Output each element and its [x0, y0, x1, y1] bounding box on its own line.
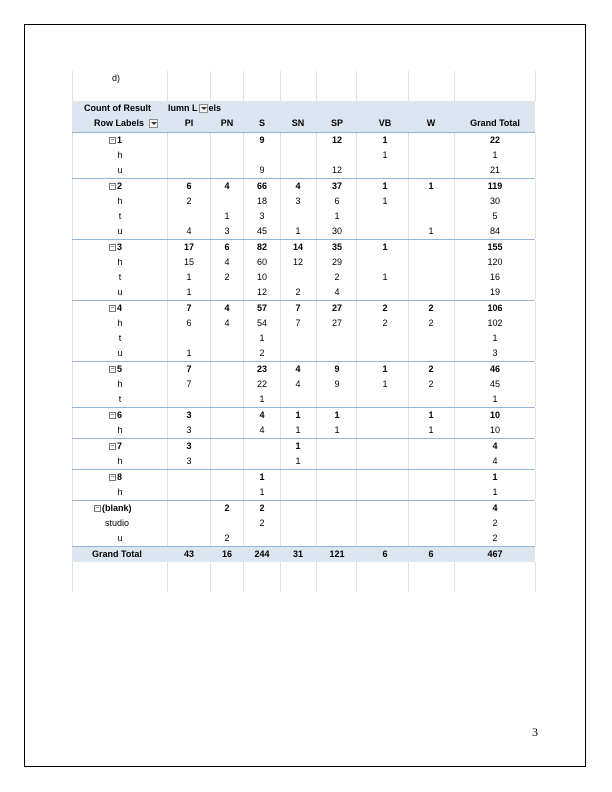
value-cell: 3 — [259, 211, 265, 221]
value-cell: 46 — [489, 364, 500, 374]
value-cell: 4 — [224, 303, 230, 313]
value-cell: 12 — [331, 165, 342, 175]
value-cell: 1 — [295, 226, 301, 236]
detail-row — [72, 194, 535, 209]
group-row — [72, 239, 535, 255]
detail-label: h — [117, 150, 123, 160]
value-cell: 9 — [334, 364, 340, 374]
grand-total-value: 31 — [292, 549, 303, 559]
collapse-icon[interactable]: − — [110, 443, 115, 451]
value-cell: 45 — [489, 379, 500, 389]
detail-row — [72, 285, 535, 300]
group-label-text: 7 — [117, 441, 123, 451]
value-cell: 1 — [382, 242, 388, 252]
value-cell: 5 — [492, 211, 498, 221]
value-cell: 1 — [186, 272, 192, 282]
value-cell: 1 — [382, 379, 388, 389]
value-cell: 57 — [256, 303, 267, 313]
collapse-icon[interactable]: − — [110, 474, 115, 482]
value-cell: 2 — [259, 348, 265, 358]
group-row — [72, 438, 535, 454]
value-cell: 4 — [492, 441, 498, 451]
group-row — [72, 361, 535, 377]
detail-label: h — [117, 196, 123, 206]
value-cell: 17 — [183, 242, 194, 252]
value-cell: 1 — [382, 196, 388, 206]
value-cell: 1 — [428, 425, 434, 435]
value-cell: 4 — [224, 318, 230, 328]
collapse-icon[interactable]: − — [110, 366, 115, 374]
value-cell: 1 — [428, 410, 434, 420]
collapse-icon[interactable]: − — [110, 305, 115, 313]
detail-row — [72, 485, 535, 500]
value-cell: 9 — [259, 165, 265, 175]
value-cell: 1 — [382, 181, 388, 191]
column-header-grand-total: Grand Total — [470, 118, 520, 128]
value-cell: 1 — [295, 441, 301, 451]
value-cell: 9 — [259, 135, 265, 145]
value-cell: 1 — [492, 487, 498, 497]
value-cell: 2 — [259, 503, 265, 513]
detail-label: t — [118, 333, 122, 343]
detail-label: u — [117, 533, 123, 543]
group-label — [109, 179, 122, 194]
value-cell: 9 — [334, 379, 340, 389]
column-labels-text-tail: els — [208, 103, 222, 113]
value-cell: 2 — [334, 272, 340, 282]
grand-total-value: 121 — [329, 549, 345, 559]
value-cell: 1 — [492, 394, 498, 404]
group-label-text: 2 — [117, 181, 123, 191]
detail-label: u — [117, 226, 123, 236]
value-cell: 37 — [331, 181, 342, 191]
value-cell: 4 — [492, 503, 498, 513]
collapse-icon[interactable]: − — [95, 505, 100, 513]
value-cell: 7 — [186, 364, 192, 374]
value-cell: 6 — [224, 242, 230, 252]
detail-label: h — [117, 487, 123, 497]
value-cell: 1 — [492, 333, 498, 343]
value-cell: 1 — [382, 364, 388, 374]
value-cell: 2 — [224, 272, 230, 282]
column-header-sn: SN — [291, 118, 305, 128]
heading-label: d) — [112, 73, 121, 83]
value-cell: 1 — [295, 410, 301, 420]
column-header-pi: PI — [184, 118, 194, 128]
detail-label: u — [117, 165, 123, 175]
value-cell: 15 — [183, 257, 194, 267]
grand-total-value: 16 — [221, 549, 232, 559]
detail-row — [72, 516, 535, 531]
value-cell: 4 — [295, 181, 301, 191]
group-label — [109, 470, 122, 485]
value-cell: 2 — [295, 287, 301, 297]
row-labels-header — [94, 116, 159, 131]
value-cell: 1 — [259, 487, 265, 497]
value-cell: 7 — [295, 318, 301, 328]
value-cell: 3 — [492, 348, 498, 358]
column-header-w: W — [426, 118, 436, 128]
detail-row — [72, 148, 535, 163]
detail-row — [72, 224, 535, 239]
detail-label: t — [118, 272, 122, 282]
value-cell: 1 — [295, 425, 301, 435]
group-row — [72, 300, 535, 316]
detail-row — [72, 423, 535, 438]
value-cell: 6 — [186, 318, 192, 328]
detail-label: t — [118, 211, 122, 221]
value-cell: 7 — [186, 379, 192, 389]
group-label — [109, 240, 122, 255]
value-cell: 4 — [295, 364, 301, 374]
value-cell: 2 — [428, 364, 434, 374]
detail-row — [72, 209, 535, 224]
grand-total-value: 6 — [428, 549, 434, 559]
value-cell: 23 — [256, 364, 267, 374]
value-cell: 45 — [256, 226, 267, 236]
value-cell: 1 — [186, 348, 192, 358]
group-label — [109, 439, 122, 454]
group-label-text: 5 — [117, 364, 123, 374]
detail-row — [72, 346, 535, 361]
value-cell: 2 — [428, 318, 434, 328]
detail-label: h — [117, 318, 123, 328]
value-cell: 102 — [487, 318, 503, 328]
detail-row — [72, 270, 535, 285]
detail-row — [72, 377, 535, 392]
value-cell: 35 — [331, 242, 342, 252]
value-cell: 3 — [186, 425, 192, 435]
empty-row — [72, 562, 535, 577]
value-cell: 66 — [256, 181, 267, 191]
grand-total-value: 43 — [183, 549, 194, 559]
value-cell: 1 — [186, 287, 192, 297]
value-cell: 22 — [489, 135, 500, 145]
heading-row — [72, 71, 535, 86]
value-cell: 1 — [428, 226, 434, 236]
value-cell: 4 — [295, 379, 301, 389]
value-cell: 4 — [492, 456, 498, 466]
value-cell: 82 — [256, 242, 267, 252]
value-cell: 1 — [259, 333, 265, 343]
column-header-s: S — [258, 118, 265, 128]
count-of-result-label: Count of Result — [84, 103, 151, 113]
value-cell: 4 — [224, 257, 230, 267]
value-cell: 1 — [428, 181, 434, 191]
collapse-icon[interactable]: − — [110, 412, 115, 420]
collapse-icon[interactable]: − — [110, 137, 115, 145]
detail-label: h — [117, 456, 123, 466]
detail-row — [72, 255, 535, 270]
value-cell: 2 — [492, 533, 498, 543]
value-cell: 1 — [382, 135, 388, 145]
value-cell: 4 — [224, 181, 230, 191]
value-cell: 14 — [292, 242, 303, 252]
page-number: 3 — [532, 725, 538, 739]
value-cell: 4 — [259, 425, 265, 435]
group-label-text: 1 — [117, 135, 123, 145]
value-cell: 1 — [259, 472, 265, 482]
value-cell: 119 — [487, 181, 503, 191]
detail-row — [72, 392, 535, 407]
detail-row — [72, 531, 535, 546]
value-cell: 1 — [334, 410, 340, 420]
value-cell: 19 — [489, 287, 500, 297]
group-row — [72, 469, 535, 485]
pivot-header-row — [72, 116, 535, 132]
value-cell: 4 — [334, 287, 340, 297]
value-cell: 27 — [331, 303, 342, 313]
value-cell: 120 — [487, 257, 503, 267]
group-label — [109, 362, 122, 377]
value-cell: 106 — [487, 303, 503, 313]
value-cell: 3 — [295, 196, 301, 206]
row-filter-dropdown-icon[interactable] — [149, 119, 158, 128]
value-cell: 84 — [489, 226, 500, 236]
value-cell: 7 — [186, 303, 192, 313]
group-label — [109, 133, 122, 148]
value-cell: 1 — [492, 472, 498, 482]
detail-row — [72, 454, 535, 469]
value-cell: 2 — [186, 196, 192, 206]
group-label-text: 3 — [117, 242, 123, 252]
group-label-text: 8 — [117, 472, 123, 482]
group-row — [72, 407, 535, 423]
group-label — [109, 408, 122, 423]
value-cell: 27 — [331, 318, 342, 328]
value-cell: 2 — [382, 318, 388, 328]
pivot-count-row — [72, 101, 535, 116]
group-label — [94, 501, 132, 516]
value-cell: 29 — [331, 257, 342, 267]
value-cell: 3 — [186, 410, 192, 420]
value-cell: 3 — [186, 456, 192, 466]
value-cell: 16 — [489, 272, 500, 282]
value-cell: 12 — [256, 287, 267, 297]
value-cell: 2 — [382, 303, 388, 313]
value-cell: 4 — [186, 226, 192, 236]
detail-row — [72, 163, 535, 178]
pivot-table-sheet — [72, 71, 535, 592]
detail-row — [72, 316, 535, 331]
column-header-sp: SP — [330, 118, 343, 128]
value-cell: 1 — [259, 394, 265, 404]
value-cell: 10 — [489, 425, 500, 435]
value-cell: 1 — [334, 211, 340, 221]
detail-label: u — [117, 287, 123, 297]
column-filter-dropdown-icon[interactable] — [199, 104, 208, 113]
value-cell: 1 — [334, 425, 340, 435]
detail-label: h — [117, 425, 123, 435]
value-cell: 6 — [334, 196, 340, 206]
detail-label: h — [117, 257, 123, 267]
value-cell: 155 — [487, 242, 503, 252]
collapse-icon[interactable]: − — [110, 183, 115, 191]
value-cell: 30 — [331, 226, 342, 236]
group-label — [109, 301, 122, 316]
value-cell: 10 — [489, 410, 500, 420]
value-cell: 30 — [489, 196, 500, 206]
grand-total-value: 244 — [254, 549, 270, 559]
column-header-pn: PN — [220, 118, 234, 128]
value-cell: 4 — [259, 410, 265, 420]
value-cell: 7 — [295, 303, 301, 313]
value-cell: 2 — [224, 503, 230, 513]
group-label-text: (blank) — [102, 503, 132, 513]
value-cell: 54 — [256, 318, 267, 328]
column-header-vb: VB — [378, 118, 392, 128]
group-label-text: 4 — [117, 303, 123, 313]
value-cell: 1 — [382, 150, 388, 160]
value-cell: 21 — [489, 165, 500, 175]
grand-total-label: Grand Total — [92, 549, 142, 559]
group-label-text: 6 — [117, 410, 123, 420]
empty-row — [72, 86, 535, 101]
grand-total-value: 467 — [487, 549, 503, 559]
value-cell: 1 — [295, 456, 301, 466]
row-labels-text: Row Labels — [94, 118, 145, 128]
grand-total-row — [72, 546, 535, 562]
detail-label: h — [117, 379, 123, 389]
detail-row — [72, 331, 535, 346]
value-cell: 3 — [224, 226, 230, 236]
group-row — [72, 132, 535, 148]
detail-label: t — [118, 394, 122, 404]
value-cell: 12 — [331, 135, 342, 145]
value-cell: 1 — [382, 272, 388, 282]
value-cell: 18 — [256, 196, 267, 206]
group-row — [72, 178, 535, 194]
group-row — [72, 500, 535, 516]
value-cell: 1 — [224, 211, 230, 221]
empty-row — [72, 577, 535, 592]
value-cell: 6 — [186, 181, 192, 191]
value-cell: 2 — [259, 518, 265, 528]
value-cell: 22 — [256, 379, 267, 389]
column-labels-header — [168, 101, 221, 116]
value-cell: 10 — [256, 272, 267, 282]
grand-total-value: 6 — [382, 549, 388, 559]
value-cell: 2 — [224, 533, 230, 543]
value-cell: 2 — [428, 379, 434, 389]
value-cell: 2 — [492, 518, 498, 528]
collapse-icon[interactable]: − — [110, 244, 115, 252]
value-cell: 3 — [186, 441, 192, 451]
value-cell: 12 — [292, 257, 303, 267]
value-cell: 2 — [428, 303, 434, 313]
detail-label: u — [117, 348, 123, 358]
column-labels-text: lumn L — [168, 103, 198, 113]
detail-label: studio — [105, 518, 130, 528]
value-cell: 60 — [256, 257, 267, 267]
value-cell: 1 — [492, 150, 498, 160]
